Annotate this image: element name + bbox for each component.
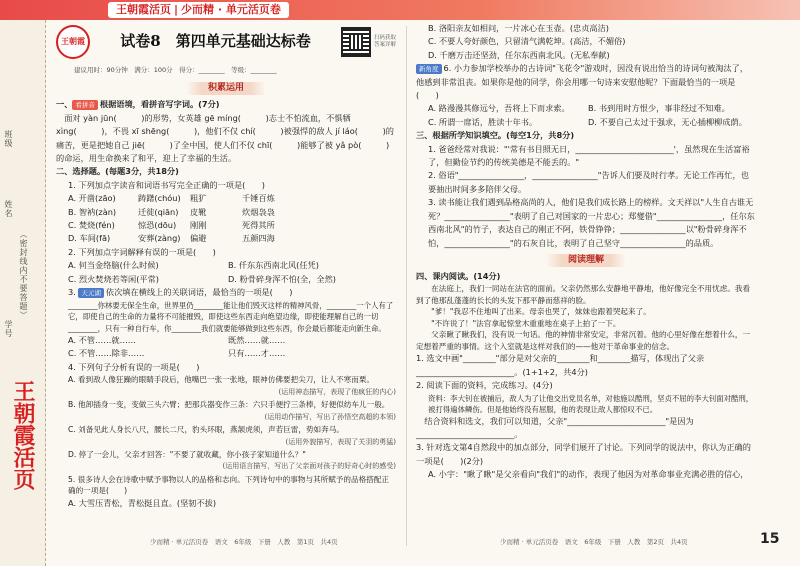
qr-note: 扫码获取答案详解 bbox=[374, 35, 397, 48]
question-2-1: 1. 下列加点字读音和词语书写完全正确的一项是( ) bbox=[68, 179, 265, 190]
spine-class-label: 班级 bbox=[4, 130, 13, 148]
paper-title: 试卷8 第四单元基础达标卷 bbox=[120, 32, 311, 51]
question-2-head: 二、选择题。(每题3分，共18分) bbox=[56, 166, 179, 177]
spine-seal-note: （密封线内不要答题） bbox=[19, 230, 28, 320]
footer-right: 少而精 · 单元活页卷 语文 6年级 下册 人教 第2页 共4页 bbox=[500, 538, 688, 546]
qr-code-icon bbox=[341, 27, 371, 57]
question-3-head: 三、根据所学知识填空。(每空1分，共8分) bbox=[416, 130, 575, 141]
column-divider bbox=[406, 26, 407, 546]
question-4-head: 四、课内阅读。(14分) bbox=[416, 270, 501, 281]
binding-spine bbox=[0, 20, 46, 566]
spine-logo: 王朝霞活页 bbox=[10, 380, 36, 490]
left-column: 王朝霞 试卷8 第四单元基础达标卷 扫码获取答案详解 建议用时：90分钟 满分：100分 得分：________ 等级：________ 积累运用 一、 看拼音 根据语境，看拼音写字词。(7分) 面对 yàn jūn( )的形势，女英雄 gē míng( )志士不怕流血，不惧牺 xìng( )，不畏 xī shēng( )，他们不仅 chí( )被强悍的敌人 jí láo( )的痛苦，更是把她自己 jiē( )了全中国，使人们不仅 chī( )能够了被 yǎ pò( )的命运，用生命换来了和平，迎上了幸福的生活。 二、选择题。(每题3分，共18分) 1. 下列加点字读音和词语书写完全正确的一项是( ) A. 开凿(zāo) 踌躇(chóu) 粗犷 千锤百炼 B. 智衲(zàn) 迁徙(qiān) 皮靴 炊烟袅袅 C. 焚烧(fén) 惊恐(dōu) 刚刚 死得其所 D. 车间(fā) 安葬(zàng) 偏避 五颜四海 2. 下列加点字词解释有误的一项是( ) A. 何当金络脑(什么时候) B. 仟东东西南北风(任凭) C. 烈火焚烧若等闲(平常) D. 粉骨碎身浑不怕(全，全然) 3. 天元湖 依次填在横线上的关联词语，最恰当的一项是( ) ________你林要无保全生命，世界里仍________能让他们毁灭这样的精神风骨，________一个人有了它，即使自己的生命的力量将不可能摧毁，即使这些东西走向绝望边缘，即使能理解自己的一切________，只有一种自行车，你________我们就要能够做到这些东西，你会最后都能走向新生命。 A. 不管……就…… 既然……就…… C. 不管……除非…… 只有……才…… 4. 下列句子分析有误的一项是( ) A. 看到敌人像狂躁的眼睛手段后，他嘴巴一张一张地，眼神仿佛要把尖刀，让人不寒而栗。 (运用神态描写，表现了他疯狂的内心) B. 他卸插身一变，变做三头六臂；把那兵器变作三条：六只手便拧三条棒，好便似纺车儿一般。 (运用动作描写，写出了孙悟空高超的本领) C. 刘备见此人身长八尺，腰长二尺，豹头环眼，燕颔虎须，声若巨雷，势如奔马。 (运用外貌描写，表现了关羽的勇猛) D. 停了一会儿，父亲才回答："不要了就收藏，你小孩子家知道什么？" (运用语言描写，写出了父亲面对孩子的好奇心时的感受) 5. 很多诗人会在诗歌中赋予事物以人的品格和志向。下列诗句中的事物与其所赋予的品格搭配正确的一项是( ) A. 大雪压青松，青松挺且直。(坚韧不拔) bbox=[56, 22, 396, 510]
section-title: 阅读理解 bbox=[546, 254, 626, 267]
right-column: B. 洛阳亲友如相问，一片冰心在玉壶。(忠贞高洁) C. 不要人夸好颜色，只留清气满乾坤。(高洁，不媚俗) D. 千磨万击还坚劲，任尔东西南北风。(无私奉献) 新角度 6. 小力参加学校举办的古诗词"飞花令"游戏时，因没有说出恰当的诗词句被淘汰了，他感到非常沮丧。如果你是他的同学，你会用哪一句诗来安慰他呢？下面最恰当的一项是( ) A. 路漫漫其修远兮，吾将上下而求索。 B. 书到用时方恨少，事非经过不知难。 C. 所谓一席话，胜读十年书。 D. 不要自己太过于强求，无心插柳柳成荫。 三、根据所学知识填空。(每空1分，共8分) 1. 爸爸经常对我说："'常有书目照无日，________________________'，虽然现在生活富裕了，但勤俭节约的传统美德是不能丢的。" 2. 俗语"________________，________________"告诉人们要及时行孝。无论工作再忙，也要抽出时间多多陪伴父母。 3. 读书能让我们遇到品格高尚的人，他们是我们成长路上的榜样。文天祥以"人生自古谁无死？________________"表明了自己对国家的一片忠心；郑燮借"________________，任尔东西南北风"的竹子，表达自己的刚正不阿，铁骨铮铮；________________以"粉骨碎身浑不怕，________________"的石灰自比，表明了自己坚守________________的品质。 阅读理解 四、课内阅读。(14分) 在法庭上，我们一同站在法官的面前。父亲仍然那么安静地平静地，他好像完全不用忧虑。我看到了他那乱蓬蓬的长长的头发下那平静而慈祥的脸。 "爹！"我忍不住地叫了出来。母亲也哭了，妹妹也跟着哭起来了。 "不许说了！"法官拿起惊堂木重重地在桌子上拍了一下。 父亲瞅了瞅我们，没有说一句话。他的神情非常安定，非常沉着。他的心里好像在想着什么，一定想着严重的事情。这个入室就是这样对我们的——他对于革命事业的信念。 1. 选文中画"________"部分是对父亲的________和________描写，体现出了父亲________________________。(1+1+2，共4分) 2. 阅读下面的资料，完成练习。(4分) 资料：李大钊在被捕后，敌人为了让他交出党员名单，对他施以酷刑，坚贞不屈的李大钊面对酷刑，被打得遍体鳞伤。但是他始终没有屈服，他的表现让敌人都惊叹不已。 结合资料和选文，我们可以知道，父亲"________________________"是因为________________________。 3. 针对选文第4自然段中的加点部分，同学们展开了讨论。下列同学的说法中，你认为正确的一项是( )(2分) A. 小宇："瞅了瞅"是父亲看向"我们"的动作，表现了他因为对革命事业充满必胜的信心， bbox=[416, 23, 755, 480]
exam-meta: 建议用时：90分钟 满分：100分 得分：________ 等级：________ bbox=[74, 66, 277, 74]
reading-passage: 在法庭上，我们一同站在法官的面前。父亲仍然那么安静地平静地，他好像完全不用忧虑。我看到了他那乱蓬蓬的长长的头发下那平静而慈祥的脸。 bbox=[416, 284, 751, 305]
options-grid: A. 不管……就…… 既然……就…… C. 不管……除非…… 只有……才…… bbox=[68, 335, 286, 359]
question-2-5: 5. 很多诗人会在诗歌中赋予事物以人的品格和志向。下列诗句中的事物与其所赋予的品格搭配正确的一项是( ) bbox=[68, 474, 389, 496]
question-1-body: 面对 yàn jūn( )的形势，女英雄 gē míng( )志士不怕流血，不惧牺 xìng( )，不畏 xī shēng( )，他们不仅 chí( )被强悍的敌人 jí láo( )的痛苦，更是把她自己 jiē( )了全中国，使人们不仅 chī( )能够了被 yǎ pò( )的命运，用生命换来了和平，迎上了幸福的生活。 bbox=[56, 112, 394, 164]
question-tag: 看拼音 bbox=[72, 100, 98, 110]
question-6: 新角度 6. 小力参加学校举办的古诗词"飞花令"游戏时，因没有说出恰当的诗词句被淘汰了，他感到非常沮丧。如果你是他的同学，你会用哪一句诗来安慰他呢？下面最恰当的一项是( ) bbox=[416, 63, 749, 101]
question-2-3-body: ________你林要无保全生命，世界里仍________能让他们毁灭这样的精神风骨，________一个人有了它，即使自己的生命的力量将不可能摧毁，即使这些东西走向绝望边缘，即使能理解自己的一切________，只有一种自行车，你________我们就要能够做到这些东西，你会最后都能走向新生命。 bbox=[68, 300, 394, 333]
spine-name-label: 姓名 bbox=[4, 200, 13, 218]
options-grid: A. 路漫漫其修远兮，吾将上下而求索。 B. 书到用时方恨少，事非经过不知难。 C. 所谓一席话，胜读十年书。 D. 不要自己太过于强求，无心插柳柳成荫。 bbox=[428, 103, 747, 127]
question-2-4: 4. 下列句子分析有误的一项是( ) bbox=[68, 361, 200, 372]
footer-left: 少而精 · 单元活页卷 语文 6年级 下册 人教 第1页 共4页 bbox=[150, 538, 338, 546]
brand-logo-icon: 王朝霞 bbox=[56, 25, 90, 59]
page-number: 15 bbox=[760, 531, 780, 547]
options-grid: A. 何当金络脑(什么时候) B. 仟东东西南北风(任凭) C. 烈火焚烧若等闲(平常) D. 粉骨碎身浑不怕(全，全然) bbox=[68, 260, 336, 284]
title-row bbox=[56, 22, 396, 62]
section-title: 积累运用 bbox=[186, 82, 266, 95]
question-1-head: 一、 看拼音 根据语境，看拼音写字词。(7分) bbox=[56, 99, 220, 110]
options-grid: A. 开凿(zāo) 踌躇(chóu) 粗犷 千锤百炼 B. 智衲(zàn) 迁徙(qiān) 皮靴 炊烟袅袅 C. 焚烧(fén) 惊恐(dōu) 刚刚 死得其所 D. 车间(fā) 安葬(zàng) 偏避 五颜四海 bbox=[68, 193, 275, 244]
brand-banner: 王朝霞活页 | 少而精 · 单元活页卷 bbox=[108, 2, 289, 18]
question-2-3: 3. 天元湖 依次填在横线上的关联词语，最恰当的一项是( ) bbox=[68, 287, 293, 298]
spine-id-label: 学号 bbox=[4, 320, 13, 338]
question-2-2: 2. 下列加点字词解释有误的一项是( ) bbox=[68, 246, 216, 257]
